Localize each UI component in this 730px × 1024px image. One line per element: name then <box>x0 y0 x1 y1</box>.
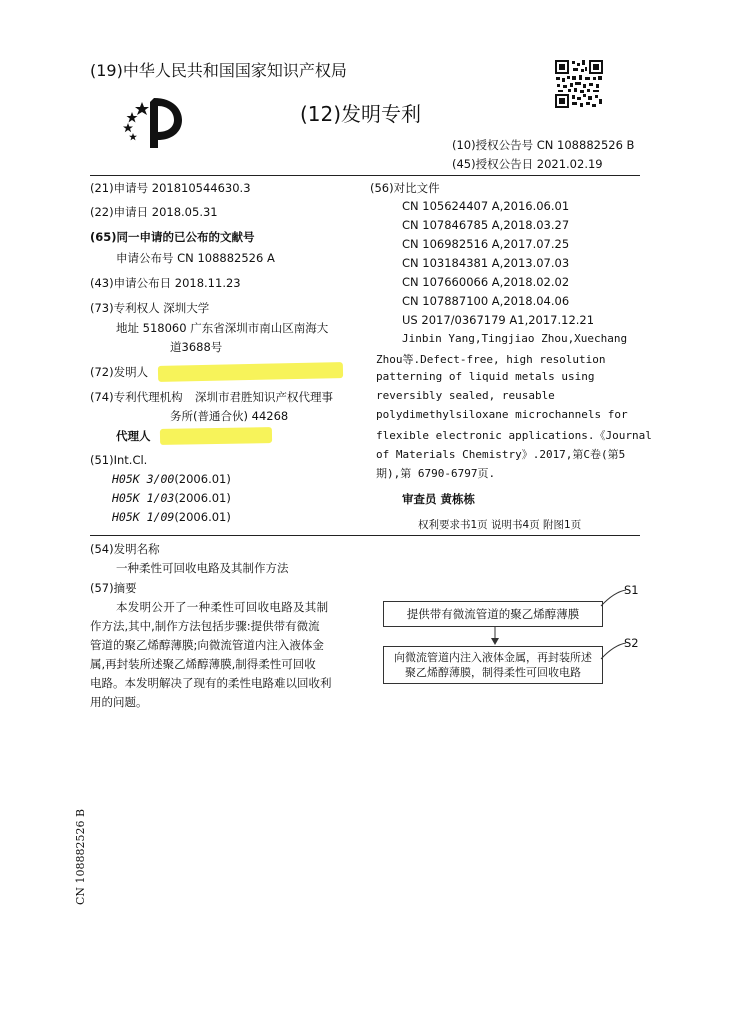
patentee: (73)专利权人 深圳大学 <box>90 301 210 315</box>
journal-line: polydimethylsiloxane microchannels for <box>376 408 628 421</box>
page-counts: 权利要求书1页 说明书4页 附图1页 <box>418 519 582 531</box>
journal-line: Jinbin Yang,Tingjiao Zhou,Xuechang <box>402 332 628 345</box>
agency-line-1: 深圳市君胜知识产权代理事 <box>195 390 333 404</box>
abstract-line: 管道的聚乙烯醇薄膜;向微流管道内注入液体金 <box>90 638 324 652</box>
agency-label: (74)专利代理机构 <box>90 390 183 404</box>
reference-item: CN 103184381 A,2013.07.03 <box>402 256 570 270</box>
agent-redacted <box>160 427 272 445</box>
inventors-label: (72)发明人 <box>90 365 149 379</box>
flow-step-s1-text: 提供带有微流管道的聚乙烯醇薄膜 <box>406 606 580 621</box>
journal-line: patterning of liquid metals using <box>376 370 595 383</box>
invention-name: 一种柔性可回收电路及其制作方法 <box>116 561 289 575</box>
abstract-label: (57)摘要 <box>90 581 137 595</box>
agent-label: 代理人 <box>116 429 151 443</box>
agency-line-2: 务所(普通合伙) 44268 <box>170 409 289 423</box>
flow-step-s1-label: S1 <box>624 583 639 597</box>
reference-item: CN 107846785 A,2018.03.27 <box>402 218 570 232</box>
middle-divider <box>90 535 640 536</box>
intcl-code-3 <box>112 510 231 524</box>
intcl-label: (51)Int.Cl. <box>90 453 148 467</box>
journal-line: of Materials Chemistry》.2017,第C卷(第5 <box>376 448 626 461</box>
flow-step-s1-box <box>383 601 603 627</box>
journal-line: reversibly sealed, reusable <box>376 389 555 402</box>
intcl-version: (2006.01) <box>174 510 231 524</box>
flow-step-s2-text-1: 向微流管道内注入液体金属，再封装所述 <box>394 651 592 664</box>
side-patent-number: CN 108882526 B <box>74 808 87 905</box>
intcl-version: (2006.01) <box>174 491 231 505</box>
address-line-1: 地址 518060 广东省深圳市南山区南海大 <box>116 321 329 335</box>
prior-publication-title: (65)同一申请的已公布的文献号 <box>90 230 255 244</box>
abstract-line: 用的问题。 <box>90 695 148 709</box>
examiner: 审查员 黄栋栋 <box>402 492 476 506</box>
flow-step-s2-box <box>383 646 603 684</box>
reference-item: US 2017/0367179 A1,2017.12.21 <box>402 313 595 327</box>
journal-line: flexible electronic applications.《Journal <box>376 429 652 442</box>
address-line-2: 道3688号 <box>170 340 223 354</box>
grant-publication-date: (45)授权公告日 2021.02.19 <box>452 157 603 171</box>
intcl-version: (2006.01) <box>174 472 231 486</box>
prior-publication-number: 申请公布号 CN 108882526 A <box>116 251 275 265</box>
journal-line: Zhou等.Defect-free, high resolution <box>376 353 606 366</box>
flow-step-s2-label: S2 <box>624 636 639 650</box>
intcl-code: H05K 1/03 <box>112 491 175 505</box>
flow-s2-leader-line <box>600 641 630 661</box>
document-type: (12)发明专利 <box>300 102 422 126</box>
intcl-code: H05K 3/00 <box>112 472 175 486</box>
references-title: (56)对比文件 <box>370 181 440 195</box>
journal-line: 期),第 6790-6797页. <box>376 467 496 480</box>
reference-item: CN 106982516 A,2017.07.25 <box>402 237 570 251</box>
header-divider <box>90 175 640 176</box>
flow-s1-leader-line <box>600 588 630 608</box>
grant-publication-number: (10)授权公告号 CN 108882526 B <box>452 138 635 152</box>
intcl-code-2 <box>112 491 231 505</box>
abstract-line: 作方法,其中,制作方法包括步骤:提供带有微流 <box>90 619 320 633</box>
application-number: (21)申请号 201810544630.3 <box>90 181 251 195</box>
inventors-redacted <box>158 362 343 382</box>
reference-item: CN 105624407 A,2016.06.01 <box>402 199 570 213</box>
flow-arrow-down-icon <box>488 626 502 646</box>
application-publication-date: (43)申请公布日 2018.11.23 <box>90 276 241 290</box>
abstract-line: 本发明公开了一种柔性可回收电路及其制 <box>116 600 329 614</box>
abstract-line: 电路。本发明解决了现有的柔性电路难以回收利 <box>90 676 332 690</box>
invention-name-label: (54)发明名称 <box>90 542 160 556</box>
qr-code-icon <box>555 60 603 108</box>
abstract-line: 属,再封装所述聚乙烯醇薄膜,制得柔性可回收 <box>90 657 316 671</box>
office-title: (19)中华人民共和国国家知识产权局 <box>90 61 347 80</box>
flow-step-s2-text-2: 聚乙烯醇薄膜，制得柔性可回收电路 <box>405 666 581 679</box>
patent-office-logo-icon <box>118 92 188 150</box>
intcl-code-1 <box>112 472 231 486</box>
intcl-code: H05K 1/09 <box>112 510 175 524</box>
application-date: (22)申请日 2018.05.31 <box>90 205 218 219</box>
reference-item: CN 107660066 A,2018.02.02 <box>402 275 570 289</box>
reference-item: CN 107887100 A,2018.04.06 <box>402 294 570 308</box>
